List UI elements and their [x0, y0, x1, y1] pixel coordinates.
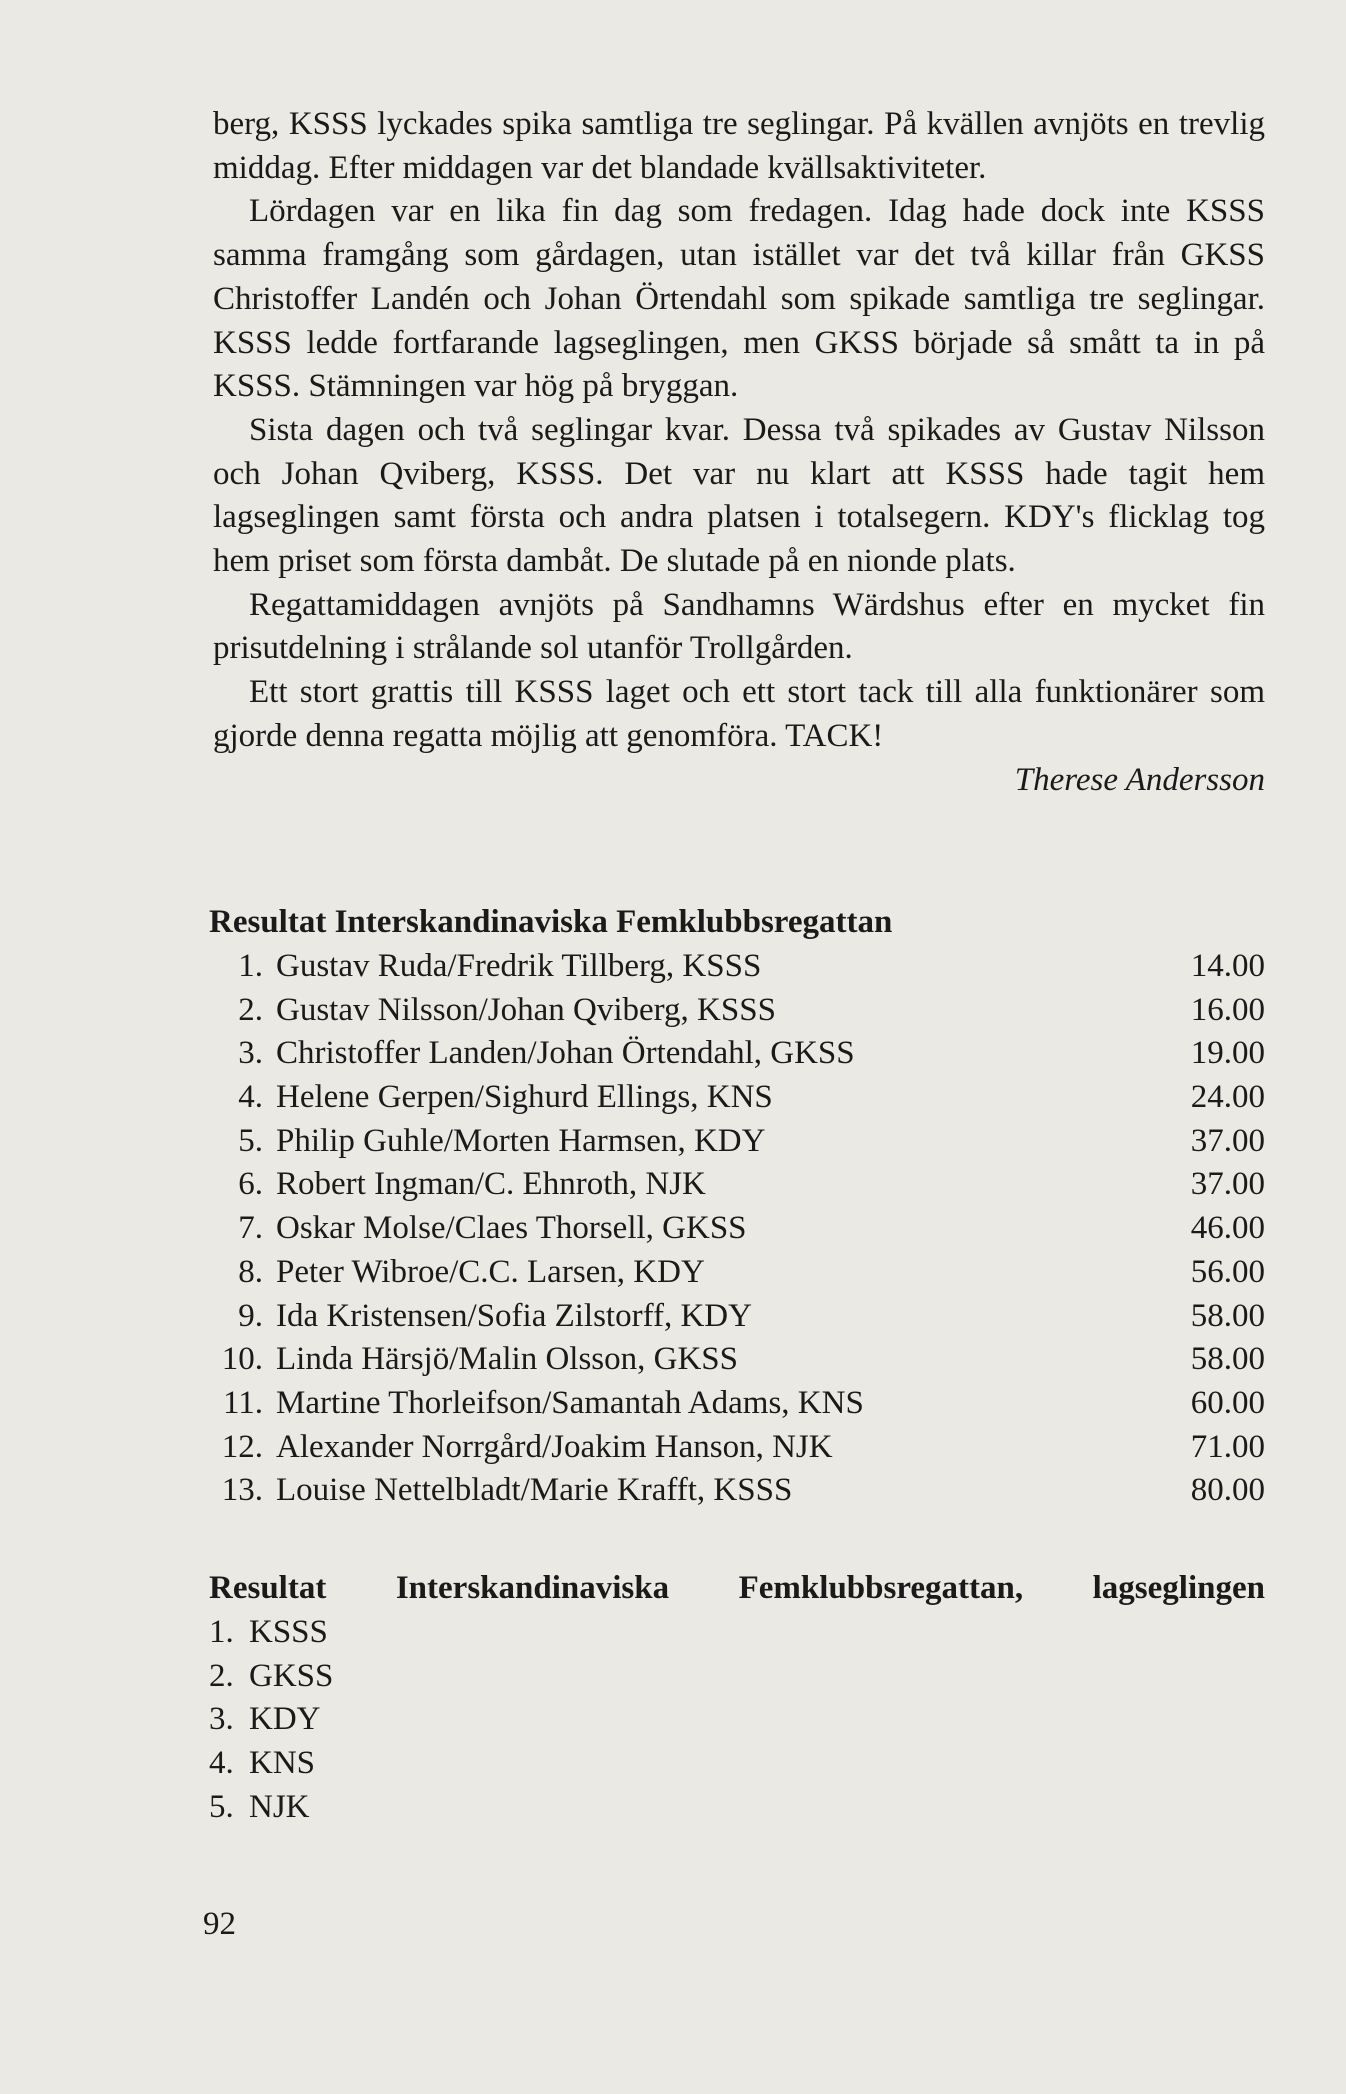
result-points: 24.00	[1190, 1079, 1265, 1116]
team-place: 4.	[209, 1745, 234, 1782]
result-sailors: Robert Ingman/C. Ehnroth, NJK	[276, 1166, 706, 1203]
team-results-heading	[209, 1567, 1265, 1611]
article-paragraph: Regattamiddagen avnjöts på Sandhamns Wärdshus efter en mycket fin prisutdelning i strålande sol utanför Trollgården.	[213, 586, 1265, 667]
heading-word: lagseglingen	[1092, 1570, 1265, 1606]
result-place: 2.	[238, 991, 263, 1028]
results-row	[209, 1207, 1265, 1251]
team-name: NJK	[249, 1788, 310, 1825]
team-results-row	[209, 1698, 333, 1742]
result-sailors: Philip Guhle/Morten Harmsen, KDY	[276, 1122, 766, 1159]
team-name: KSSS	[249, 1614, 328, 1650]
result-sailors: Gustav Ruda/Fredrik Tillberg, KSSS	[276, 948, 762, 984]
results-row	[209, 989, 1265, 1033]
result-points: 37.00	[1190, 1166, 1265, 1203]
article-paragraph: Lördagen var en lika fin dag som fredagen. Idag hade dock inte KSSS samma framgång som gårdagen, utan istället var det två killar från GKSS Christoffer Landén och Johan Örtendahl som spikade samtliga tre seglingar. KSSS ledde fortfarande lagseglingen, men GKSS började så smått ta in på KSSS. Stämningen var hög på bryggan.	[213, 193, 1265, 405]
team-results-list	[209, 1611, 333, 1829]
team-place: 1.	[209, 1614, 234, 1650]
result-sailors: Alexander Norrgård/Joakim Hanson, NJK	[276, 1428, 833, 1465]
article-paragraph: Sista dagen och två seglingar kvar. Dessa två spikades av Gustav Nilsson och Johan Qviberg, KSSS. Det var nu klart att KSSS hade tagit hem lagseglingen samt första och andra platsen i totalsegern. KDY's flicklag tog hem priset som första dambåt. De slutade på en nionde plats.	[213, 411, 1265, 580]
results-row	[209, 1426, 1265, 1470]
result-points: 60.00	[1190, 1384, 1265, 1421]
team-results-row	[209, 1742, 333, 1786]
result-place: 5.	[238, 1122, 263, 1159]
result-points: 46.00	[1190, 1210, 1265, 1247]
team-name: GKSS	[249, 1657, 334, 1694]
result-place: 6.	[238, 1166, 263, 1203]
team-results-row	[209, 1611, 333, 1655]
result-place: 7.	[238, 1210, 263, 1247]
results-heading: Resultat Interskandinaviska Femklubbsregattan	[209, 904, 893, 940]
result-points: 71.00	[1190, 1428, 1265, 1465]
result-sailors: Linda Härsjö/Malin Olsson, GKSS	[276, 1341, 738, 1378]
result-place: 13.	[221, 1472, 263, 1509]
article-body	[213, 103, 1265, 802]
results-row	[209, 1120, 1265, 1164]
result-place: 12.	[221, 1428, 263, 1465]
results-row	[209, 1338, 1265, 1382]
result-points: 19.00	[1190, 1035, 1265, 1072]
result-points: 56.00	[1190, 1253, 1265, 1290]
author-signature: Therese Andersson	[1014, 761, 1265, 798]
result-sailors: Ida Kristensen/Sofia Zilstorff, KDY	[276, 1297, 752, 1334]
team-name: KDY	[249, 1701, 321, 1738]
results-list	[209, 945, 1265, 1513]
results-row	[209, 1295, 1265, 1339]
result-place: 1.	[238, 948, 263, 984]
team-place: 3.	[209, 1701, 234, 1738]
result-place: 11.	[222, 1384, 263, 1421]
result-sailors: Gustav Nilsson/Johan Qviberg, KSSS	[276, 991, 776, 1028]
team-place: 5.	[209, 1788, 234, 1825]
article-paragraph: berg, KSSS lyckades spika samtliga tre seglingar. På kvällen avnjöts en trevlig middag. Efter middagen var det blandade kvällsaktiviteter.	[213, 106, 1265, 186]
results-row	[209, 1076, 1265, 1120]
result-sailors: Christoffer Landen/Johan Örtendahl, GKSS	[276, 1035, 855, 1072]
result-sailors: Helene Gerpen/Sighurd Ellings, KNS	[276, 1079, 773, 1116]
results-row	[209, 1032, 1265, 1076]
results-row	[209, 1382, 1265, 1426]
page-number: 92	[203, 1906, 236, 1942]
result-points: 80.00	[1190, 1472, 1265, 1509]
team-name: KNS	[249, 1745, 316, 1782]
team-results-row	[209, 1786, 333, 1830]
result-points: 58.00	[1190, 1297, 1265, 1334]
result-points: 37.00	[1190, 1122, 1265, 1159]
result-points: 58.00	[1190, 1341, 1265, 1378]
heading-word: Femklubbsregattan,	[738, 1570, 1024, 1606]
result-sailors: Martine Thorleifson/Samantah Adams, KNS	[276, 1384, 864, 1421]
heading-word: Resultat	[209, 1570, 327, 1606]
result-place: 10.	[221, 1341, 263, 1378]
results-row	[209, 1469, 1265, 1513]
result-place: 8.	[238, 1253, 263, 1290]
result-place: 3.	[238, 1035, 263, 1072]
results-row	[209, 945, 1265, 989]
result-points: 16.00	[1190, 991, 1265, 1028]
result-place: 9.	[238, 1297, 263, 1334]
result-sailors: Peter Wibroe/C.C. Larsen, KDY	[276, 1253, 705, 1290]
article-paragraph: Ett stort grattis till KSSS laget och ett stort tack till alla funktionärer som gjorde denna regatta möjlig att genomföra. TACK!	[213, 674, 1265, 754]
result-place: 4.	[238, 1079, 263, 1116]
team-results-row	[209, 1655, 333, 1699]
result-sailors: Oskar Molse/Claes Thorsell, GKSS	[276, 1210, 747, 1247]
heading-word: Interskandinaviska	[395, 1570, 670, 1606]
results-row	[209, 1163, 1265, 1207]
team-place: 2.	[209, 1657, 234, 1694]
result-points: 14.00	[1190, 948, 1265, 984]
result-sailors: Louise Nettelbladt/Marie Krafft, KSSS	[276, 1472, 793, 1509]
results-row	[209, 1251, 1265, 1295]
